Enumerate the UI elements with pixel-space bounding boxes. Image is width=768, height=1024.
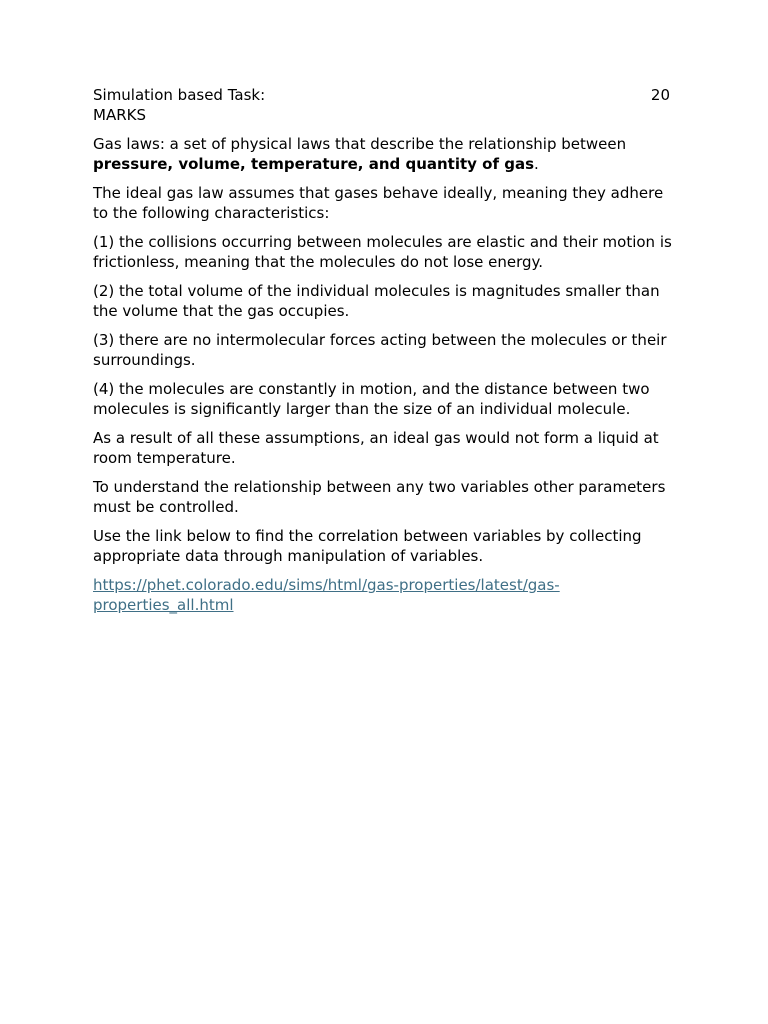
- link-paragraph: [93, 576, 678, 615]
- marks-value: 20: [650, 86, 670, 104]
- task-header: [93, 86, 678, 106]
- instruction-paragraph: Use the link below to find the correlation between variables by collecting appropriate data through manipulation of variables.: [93, 527, 642, 565]
- intro-text: Gas laws: a set of physical laws that describe the relationship between: [93, 135, 627, 153]
- phet-simulation-link[interactable]: [93, 576, 560, 614]
- characteristic-3: (3) there are no intermolecular forces acting between the molecules or their surroundings.: [93, 331, 667, 369]
- link-line-1: https://phet.colorado.edu/sims/html/gas-properties/latest/gas-: [93, 576, 560, 594]
- result-paragraph: As a result of all these assumptions, an ideal gas would not form a liquid at room temperature.: [93, 429, 659, 467]
- controlled-variables-paragraph: To understand the relationship between any two variables other parameters must be controlled.: [93, 478, 666, 516]
- document-page: [93, 86, 678, 625]
- characteristic-1: (1) the collisions occurring between molecules are elastic and their motion is frictionless, meaning that the molecules do not lose energy.: [93, 233, 672, 271]
- task-title: Simulation based Task:: [93, 86, 266, 104]
- marks-label: MARKS: [93, 105, 146, 124]
- ideal-gas-assumption-paragraph: The ideal gas law assumes that gases behave ideally, meaning they adhere to the following characteristics:: [93, 184, 664, 222]
- intro-period: .: [534, 154, 539, 173]
- intro-paragraph: [93, 135, 678, 174]
- characteristic-4: (4) the molecules are constantly in motion, and the distance between two molecules is significantly larger than the size of an individual molecule.: [93, 380, 650, 418]
- characteristic-2: (2) the total volume of the individual molecules is magnitudes smaller than the volume that the gas occupies.: [93, 282, 660, 320]
- link-line-2: properties_all.html: [93, 595, 234, 614]
- intro-bold-text: pressure, volume, temperature, and quantity of gas: [93, 154, 535, 173]
